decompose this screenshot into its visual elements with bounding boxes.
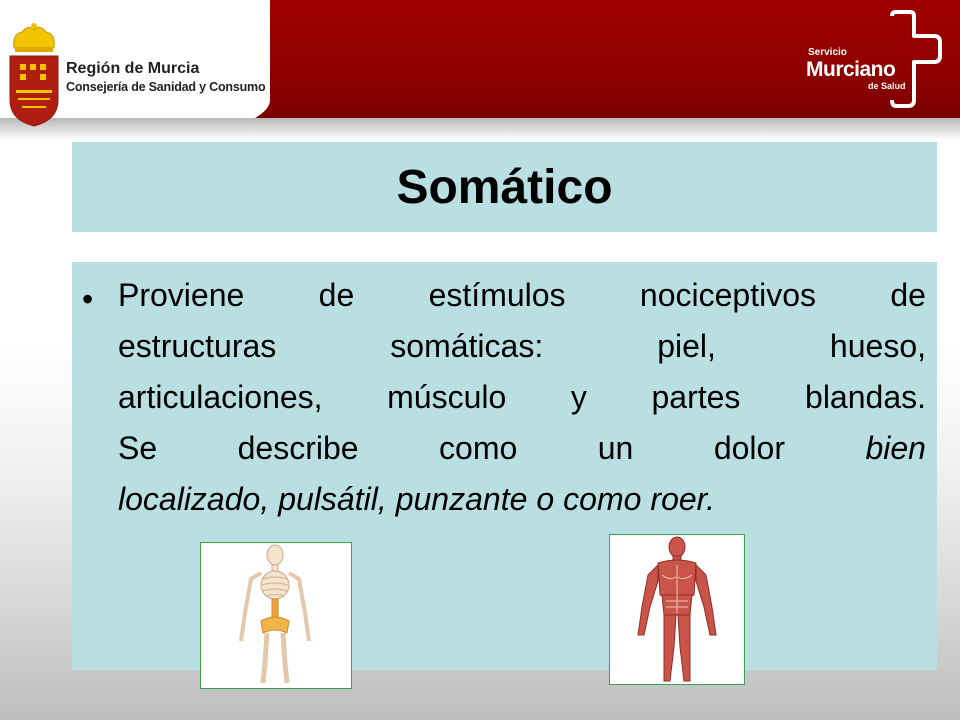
word: estructuras xyxy=(118,328,277,364)
skeleton-figure-icon xyxy=(201,543,351,688)
word: de xyxy=(890,277,926,313)
bullet-line-2 xyxy=(118,326,926,366)
bullet-line-5 xyxy=(118,479,926,519)
word: Se xyxy=(118,430,158,466)
region-department: Consejería de Sanidad y Consumo xyxy=(66,80,266,94)
word-italic: bien xyxy=(865,430,926,466)
word-italic: o xyxy=(536,481,555,517)
word-italic: pulsátil, xyxy=(278,481,387,517)
word: somáticas: xyxy=(390,328,544,364)
region-name: Región de Murcia xyxy=(66,60,200,77)
muscle-image xyxy=(609,534,745,685)
word: de xyxy=(318,277,355,313)
region-crest-logo xyxy=(6,20,62,130)
word-italic: localizado, xyxy=(118,481,270,517)
sms-logo-name: Murciano xyxy=(806,58,896,81)
word: y xyxy=(570,379,587,415)
word: estímulos xyxy=(428,277,566,313)
word: como xyxy=(439,430,518,466)
bullet-line-3 xyxy=(118,377,926,417)
muscle-figure-icon xyxy=(610,535,744,684)
sms-logo-suffix: de Salud xyxy=(868,81,906,91)
header-shadow xyxy=(0,118,960,140)
word: partes xyxy=(651,379,741,415)
word-italic: como xyxy=(563,481,642,517)
word: dolor xyxy=(713,430,785,466)
word: nociceptivos xyxy=(639,277,816,313)
word-italic: punzante xyxy=(395,481,528,517)
word: músculo xyxy=(387,379,507,415)
bullet-line-1 xyxy=(118,275,926,315)
slide-title: Somático xyxy=(396,160,613,214)
word: articulaciones, xyxy=(118,379,323,415)
bullet-marker: • xyxy=(82,281,94,317)
sms-logo-small-text: Servicio xyxy=(808,47,847,58)
word: blandas. xyxy=(805,379,926,415)
skeleton-image xyxy=(200,542,352,689)
bullet-line-4 xyxy=(118,428,926,468)
word: Proviene xyxy=(118,277,245,313)
word-italic: roer. xyxy=(650,481,716,517)
word: un xyxy=(597,430,634,466)
word: describe xyxy=(237,430,359,466)
title-panel xyxy=(72,142,937,232)
word: hueso, xyxy=(829,328,926,364)
word: piel, xyxy=(657,328,716,364)
